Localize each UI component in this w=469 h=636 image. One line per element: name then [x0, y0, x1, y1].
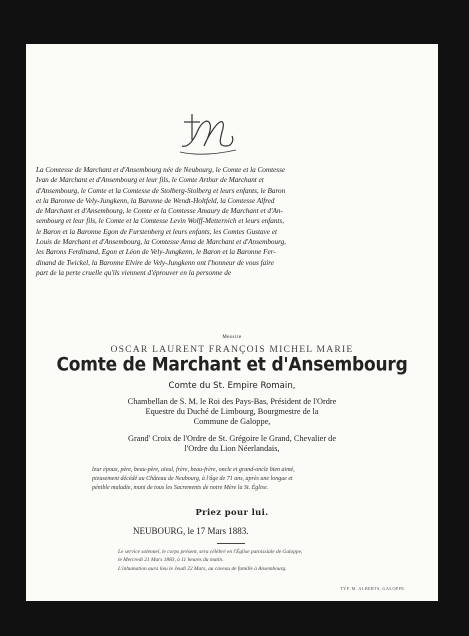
chamberlain-line: Equestre du Duché de Limbourg, Bourgmestre de la — [145, 407, 319, 417]
service-line: Le service solennel, le corps présent, sera célébré en l'Église paroissiale de Galoppe, — [118, 549, 303, 555]
announcement-line: les Barons Ferdinand, Egon et Léon de Vely-Jungkenn, le Baron et la Baronne Fer- — [36, 248, 276, 257]
place-date: NEUBOURG, le 17 Mars 1883. — [133, 526, 249, 536]
printer-imprint: TYP. M. ALBERTS, GALOPPE. — [340, 586, 406, 591]
announcement-text — [36, 165, 434, 278]
announcement-line: Louis de Marchant et d'Ansembourg, la Comtesse Anna de Marchant et d'Ansembourg, — [36, 238, 287, 247]
deceased-title: Comte de Marchant et d'Ansembourg — [56, 354, 408, 376]
cross-monogram-icon — [178, 112, 238, 158]
announcement-line: de Marchant et d'Ansembourg, le Comte et la Comtesse Amaury de Marchant et d'An- — [36, 207, 283, 216]
announcement-line: Ivan de Marchant et d'Ansembourg et leur fils, le Comte Arthur de Marchant et — [36, 176, 264, 185]
announcement-line: part de la perte cruelle qu'ils viennent d'éprouver en la personne de — [36, 268, 232, 277]
announcement-line: sembourg et leur fils, le Comte et la Comtesse Levin Wolff-Metternich et leurs enfants, — [36, 217, 284, 226]
family-line: pieusement décédé au Château de Neubourg, à l'âge de 71 ans, après une longue et — [92, 476, 293, 482]
family-line: leur époux, père, beau-père, aïeul, frère, beau-frère, oncle et grand-oncle bien aimé, — [92, 467, 295, 473]
grand-croix-line: Grand' Croix de l'Ordre de St. Grégoire le Grand, Chevalier de — [127, 434, 337, 443]
chamberlain-line: Commune de Galoppe, — [193, 417, 271, 427]
service-notice — [118, 548, 418, 573]
announcement-line: le Baron et la Baronne Egon de Furstenberg et leurs enfants, les Comtes Gustave et — [36, 227, 277, 236]
divider-rule — [217, 543, 245, 544]
chamberlain-line: Chambellan de S. M. le Roi des Pays-Bas, Président de l'Ordre — [127, 397, 337, 406]
grand-croix-block — [26, 434, 438, 454]
chamberlain-block — [26, 397, 438, 428]
announcement-line: dinand de Twickel, la Baronne Elvire de Vely-Jungkenn ont l'honneur de vous faire — [36, 258, 274, 267]
prayer-request: Priez pour lui. — [195, 507, 269, 517]
messire-label: Messire — [222, 335, 242, 340]
given-names: OSCAR LAURENT FRANÇOIS MICHEL MARIE — [110, 344, 354, 355]
grand-croix-line: l'Ordre du Lion Néerlandais, — [184, 444, 280, 454]
family-line: pénible maladie, muni de tous les Sacrements de notre Mère la St. Église. — [92, 485, 269, 491]
announcement-line: La Comtesse de Marchant et d'Ansembourg née de Neubourg, le Comte et la Comtesse — [36, 166, 286, 174]
announcement-line: et la Baronne de Vely-Jungkenn, la Baronne de Wendt-Holtfeld, la Comtesse Alfred — [36, 196, 275, 205]
family-relations-text — [92, 466, 392, 493]
empire-title: Comte du St. Empire Romain, — [168, 381, 296, 391]
service-line: L'inhumation aura lieu le Jeudi 22 Mars, au caveau de famille à Ansembourg. — [118, 565, 287, 572]
announcement-line: d'Ansembourg, le Comte et la Comtesse de Stolberg-Stolberg et leurs enfants, le Baron — [36, 186, 286, 195]
service-line: le Mercredi 21 Mars 1883, à 11 heures du matin. — [118, 557, 224, 564]
